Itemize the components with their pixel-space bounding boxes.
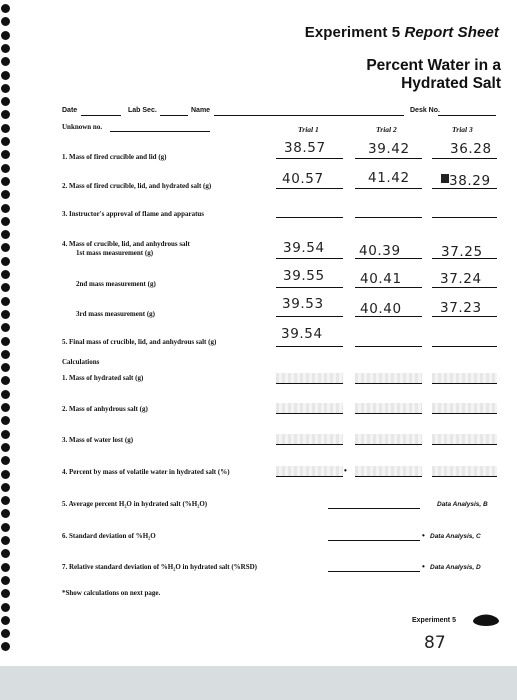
experiment-prefix: Experiment bbox=[304, 24, 392, 41]
item-2-label: 2. Mass of fired crucible, lid, and hydrated salt (g) bbox=[62, 182, 212, 190]
binding-hole bbox=[1, 84, 10, 93]
calc-6-bullet: • bbox=[422, 531, 425, 540]
r2-line3 bbox=[432, 188, 497, 189]
binding-hole bbox=[1, 297, 10, 306]
binding-hole bbox=[1, 629, 10, 638]
r1-line1 bbox=[276, 158, 343, 159]
data-analysis-c: Data Analysis, C bbox=[430, 533, 481, 540]
trial-2-header: Trial 2 bbox=[376, 125, 397, 134]
binding-hole bbox=[1, 243, 10, 252]
binding-hole bbox=[1, 283, 10, 292]
item-1-label: 1. Mass of fired crucible and lid (g) bbox=[62, 153, 167, 161]
calc-4-line1 bbox=[276, 476, 343, 477]
binding-hole bbox=[1, 642, 10, 651]
calc-4-shade1 bbox=[276, 466, 343, 476]
binding-hole bbox=[1, 31, 10, 40]
binding-hole bbox=[1, 337, 10, 346]
r3-line3 bbox=[432, 217, 497, 218]
calc-2-label: 2. Mass of anhydrous salt (g) bbox=[62, 405, 148, 413]
publisher-logo-icon bbox=[471, 614, 501, 628]
calc-2-line3 bbox=[432, 413, 497, 414]
r3-line1 bbox=[276, 217, 343, 218]
date-label: Date bbox=[62, 107, 78, 114]
item-4-third-label: 3rd mass measurement (g) bbox=[76, 310, 155, 318]
r4b-trial2: 40.41 bbox=[360, 271, 402, 287]
binding-hole bbox=[1, 563, 10, 572]
binding-hole bbox=[1, 257, 10, 266]
calc-3-line3 bbox=[432, 444, 497, 445]
item-3-label: 3. Instructor's approval of flame and apparatus bbox=[62, 210, 205, 218]
item-5-label: 5. Final mass of crucible, lid, and anhydrous salt (g) bbox=[62, 338, 217, 346]
unknown-no-label: Unknown no. bbox=[62, 123, 103, 131]
r3-line2 bbox=[355, 217, 422, 218]
calc-1-label: 1. Mass of hydrated salt (g) bbox=[62, 374, 144, 382]
date-line bbox=[81, 115, 121, 116]
trial-1-header: Trial 1 bbox=[298, 125, 319, 134]
binding-hole bbox=[1, 230, 10, 239]
binding-hole bbox=[1, 603, 10, 612]
binding-hole bbox=[1, 310, 10, 319]
calc-1-line1 bbox=[276, 383, 343, 384]
r5-line3 bbox=[432, 346, 497, 347]
r1-line3 bbox=[432, 158, 497, 159]
binding-hole bbox=[1, 589, 10, 598]
r2-line1 bbox=[276, 188, 343, 189]
binding-hole bbox=[1, 97, 10, 106]
binding-hole bbox=[1, 4, 10, 13]
unknown-no-line bbox=[110, 131, 210, 132]
binding-hole bbox=[1, 204, 10, 213]
binding-hole bbox=[1, 536, 10, 545]
binding-hole bbox=[1, 523, 10, 532]
desk-no-line bbox=[438, 115, 496, 116]
calc-3-label: 3. Mass of water lost (g) bbox=[62, 436, 134, 444]
footnote: *Show calculations on next page. bbox=[62, 589, 161, 597]
calc-6-line bbox=[328, 540, 420, 541]
binding-hole bbox=[1, 483, 10, 492]
binding-hole bbox=[1, 403, 10, 412]
binding-hole bbox=[1, 44, 10, 53]
r2-line2 bbox=[355, 188, 422, 189]
calc-3-shade3 bbox=[432, 434, 497, 444]
r4c-line2 bbox=[355, 316, 422, 317]
r4a-line2 bbox=[355, 258, 422, 259]
binding-hole bbox=[1, 164, 10, 173]
calc-3-line1 bbox=[276, 444, 343, 445]
r4b-trial1: 39.55 bbox=[283, 268, 325, 284]
binding-hole bbox=[1, 363, 10, 372]
binding-hole bbox=[1, 217, 10, 226]
binding-hole bbox=[1, 470, 10, 479]
r4a-trial1: 39.54 bbox=[283, 240, 325, 256]
binding-hole bbox=[1, 270, 10, 279]
binding-hole bbox=[1, 124, 10, 133]
experiment-number: 5 bbox=[391, 24, 401, 41]
binding-hole bbox=[1, 57, 10, 66]
binding-hole bbox=[1, 390, 10, 399]
binding-hole bbox=[1, 177, 10, 186]
r4b-line1 bbox=[276, 287, 343, 288]
report-sheet-label: Report Sheet bbox=[404, 24, 499, 41]
data-analysis-b: Data Analysis, B bbox=[437, 501, 488, 508]
binding-hole bbox=[1, 71, 10, 80]
binding-hole bbox=[1, 576, 10, 585]
r4c-trial1: 39.53 bbox=[282, 296, 324, 312]
desk-no-label: Desk No. bbox=[410, 107, 440, 114]
binding-hole bbox=[1, 549, 10, 558]
calc-7-bullet: • bbox=[422, 562, 425, 571]
subtitle-line2: Hydrated Salt bbox=[401, 75, 501, 92]
calc-4-shade2 bbox=[355, 466, 422, 476]
r5-trial1: 39.54 bbox=[281, 326, 323, 342]
calc-3-line2 bbox=[355, 444, 422, 445]
calc-1-shade1 bbox=[276, 373, 343, 383]
calc-2-line1 bbox=[276, 413, 343, 414]
calc-4-label: 4. Percent by mass of volatile water in hydrated salt (%) bbox=[62, 468, 230, 476]
binding-hole bbox=[1, 150, 10, 159]
calc-1-line3 bbox=[432, 383, 497, 384]
calc-2-shade1 bbox=[276, 403, 343, 413]
binding-hole bbox=[1, 616, 10, 625]
name-line bbox=[214, 115, 404, 116]
spiral-binding bbox=[0, 0, 12, 660]
binding-hole bbox=[1, 137, 10, 146]
r4a-trial3: 37.25 bbox=[441, 244, 483, 260]
binding-hole bbox=[1, 376, 10, 385]
r4a-trial2: 40.39 bbox=[359, 243, 401, 259]
subtitle-line1: Percent Water in a bbox=[366, 57, 501, 74]
binding-hole bbox=[1, 509, 10, 518]
calc-1-shade3 bbox=[432, 373, 497, 383]
r4b-trial3: 37.24 bbox=[440, 271, 482, 287]
calc-2-shade3 bbox=[432, 403, 497, 413]
calc-1-shade2 bbox=[355, 373, 422, 383]
calc-5-label: 5. Average percent H₂O in hydrated salt (%H₂O) bbox=[62, 500, 208, 508]
lab-sec-line bbox=[160, 115, 188, 116]
data-analysis-d: Data Analysis, D bbox=[430, 564, 481, 571]
trial-3-header: Trial 3 bbox=[452, 125, 473, 134]
experiment-title bbox=[305, 24, 499, 41]
calc-4-shade3 bbox=[432, 466, 497, 476]
binding-hole bbox=[1, 496, 10, 505]
footer-experiment-label: Experiment 5 bbox=[412, 617, 456, 624]
binding-hole bbox=[1, 443, 10, 452]
binding-hole bbox=[1, 110, 10, 119]
binding-hole bbox=[1, 17, 10, 26]
r2-trial1: 40.57 bbox=[282, 171, 324, 187]
calculations-heading: Calculations bbox=[62, 358, 100, 366]
r2-trial2: 41.42 bbox=[368, 170, 410, 186]
r4c-line3 bbox=[432, 316, 497, 317]
binding-hole bbox=[1, 190, 10, 199]
binding-hole bbox=[1, 350, 10, 359]
calc-6-label: 6. Standard deviation of %H₂O bbox=[62, 532, 156, 540]
name-label: Name bbox=[191, 107, 211, 114]
calc-7-line bbox=[328, 571, 420, 572]
bottom-band bbox=[0, 666, 517, 700]
binding-hole bbox=[1, 323, 10, 332]
r1-trial2: 39.42 bbox=[368, 141, 410, 157]
binding-hole bbox=[1, 456, 10, 465]
r1-trial1: 38.57 bbox=[284, 140, 326, 156]
calc-4-line3 bbox=[432, 476, 497, 477]
r4a-line1 bbox=[276, 258, 343, 259]
calc-3-shade2 bbox=[355, 434, 422, 444]
page-number: 87 bbox=[424, 633, 446, 653]
calc-5-line bbox=[328, 508, 420, 509]
calc-3-shade1 bbox=[276, 434, 343, 444]
calc-4-bullet: • bbox=[344, 466, 347, 475]
lab-sec-label: Lab Sec. bbox=[128, 107, 157, 114]
r4c-trial2: 40.40 bbox=[360, 301, 402, 317]
calc-7-label: 7. Relative standard deviation of %H₂O in hydrated salt (%RSD) bbox=[62, 563, 257, 571]
binding-hole bbox=[1, 430, 10, 439]
r4c-trial3: 37.23 bbox=[440, 300, 482, 316]
r4b-line3 bbox=[432, 287, 497, 288]
r4c-line1 bbox=[276, 316, 343, 317]
r4b-line2 bbox=[355, 287, 422, 288]
calc-1-line2 bbox=[355, 383, 422, 384]
ink-blot bbox=[441, 174, 449, 183]
r4a-line3 bbox=[432, 258, 497, 259]
r5-line1 bbox=[276, 346, 343, 347]
r1-trial3: 36.28 bbox=[450, 141, 492, 157]
calc-2-line2 bbox=[355, 413, 422, 414]
calc-2-shade2 bbox=[355, 403, 422, 413]
calc-4-line2 bbox=[355, 476, 422, 477]
item-4-first-label: 1st mass measurement (g) bbox=[76, 249, 154, 257]
r1-line2 bbox=[355, 158, 422, 159]
item-4-label: 4. Mass of crucible, lid, and anhydrous salt bbox=[62, 240, 190, 248]
r5-line2 bbox=[355, 346, 422, 347]
binding-hole bbox=[1, 416, 10, 425]
r2-trial3: 38.29 bbox=[449, 173, 491, 189]
item-4-second-label: 2nd mass measurement (g) bbox=[76, 280, 156, 288]
